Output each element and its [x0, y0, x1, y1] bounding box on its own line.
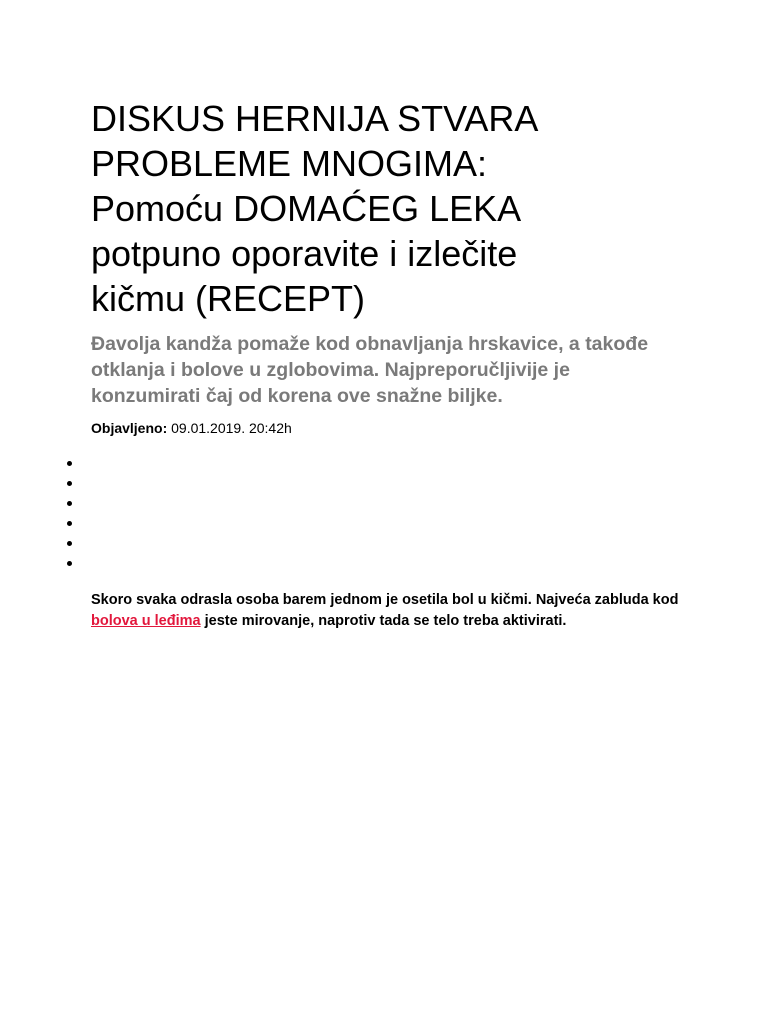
- body-text-start: Skoro svaka odrasla osoba barem jednom je osetila bol u kičmi. Najveća zabluda kod: [91, 592, 679, 608]
- share-item[interactable]: [62, 517, 82, 537]
- body-text-end: jeste mirovanje, naprotiv tada se telo treba aktivirati.: [200, 613, 567, 629]
- publish-label: Objavljeno:: [91, 420, 168, 436]
- share-item[interactable]: [62, 557, 82, 577]
- publish-datetime: 09.01.2019. 20:42h: [171, 420, 292, 436]
- share-item[interactable]: [62, 497, 82, 517]
- share-list: [62, 457, 82, 577]
- share-item[interactable]: [62, 477, 82, 497]
- article-headline: DISKUS HERNIJA STVARA PROBLEME MNOGIMA: Pomoću DOMAĆEG LEKA potpuno oporavite i izlečite kičmu (RECEPT): [91, 98, 537, 319]
- back-pain-link[interactable]: bolova u leđima: [91, 613, 201, 629]
- article-header: [91, 96, 691, 437]
- share-item[interactable]: [62, 537, 82, 557]
- publish-info: [91, 419, 691, 437]
- article-lead: Đavolja kandža pomaže kod obnavljanja hrskavice, a takođe otklanja i bolove u zglobovima. Najpreporučljivije je konzumirati čaj od korena ove snažne biljke.: [91, 333, 649, 407]
- article-body-paragraph: [91, 590, 691, 632]
- share-item[interactable]: [62, 457, 82, 477]
